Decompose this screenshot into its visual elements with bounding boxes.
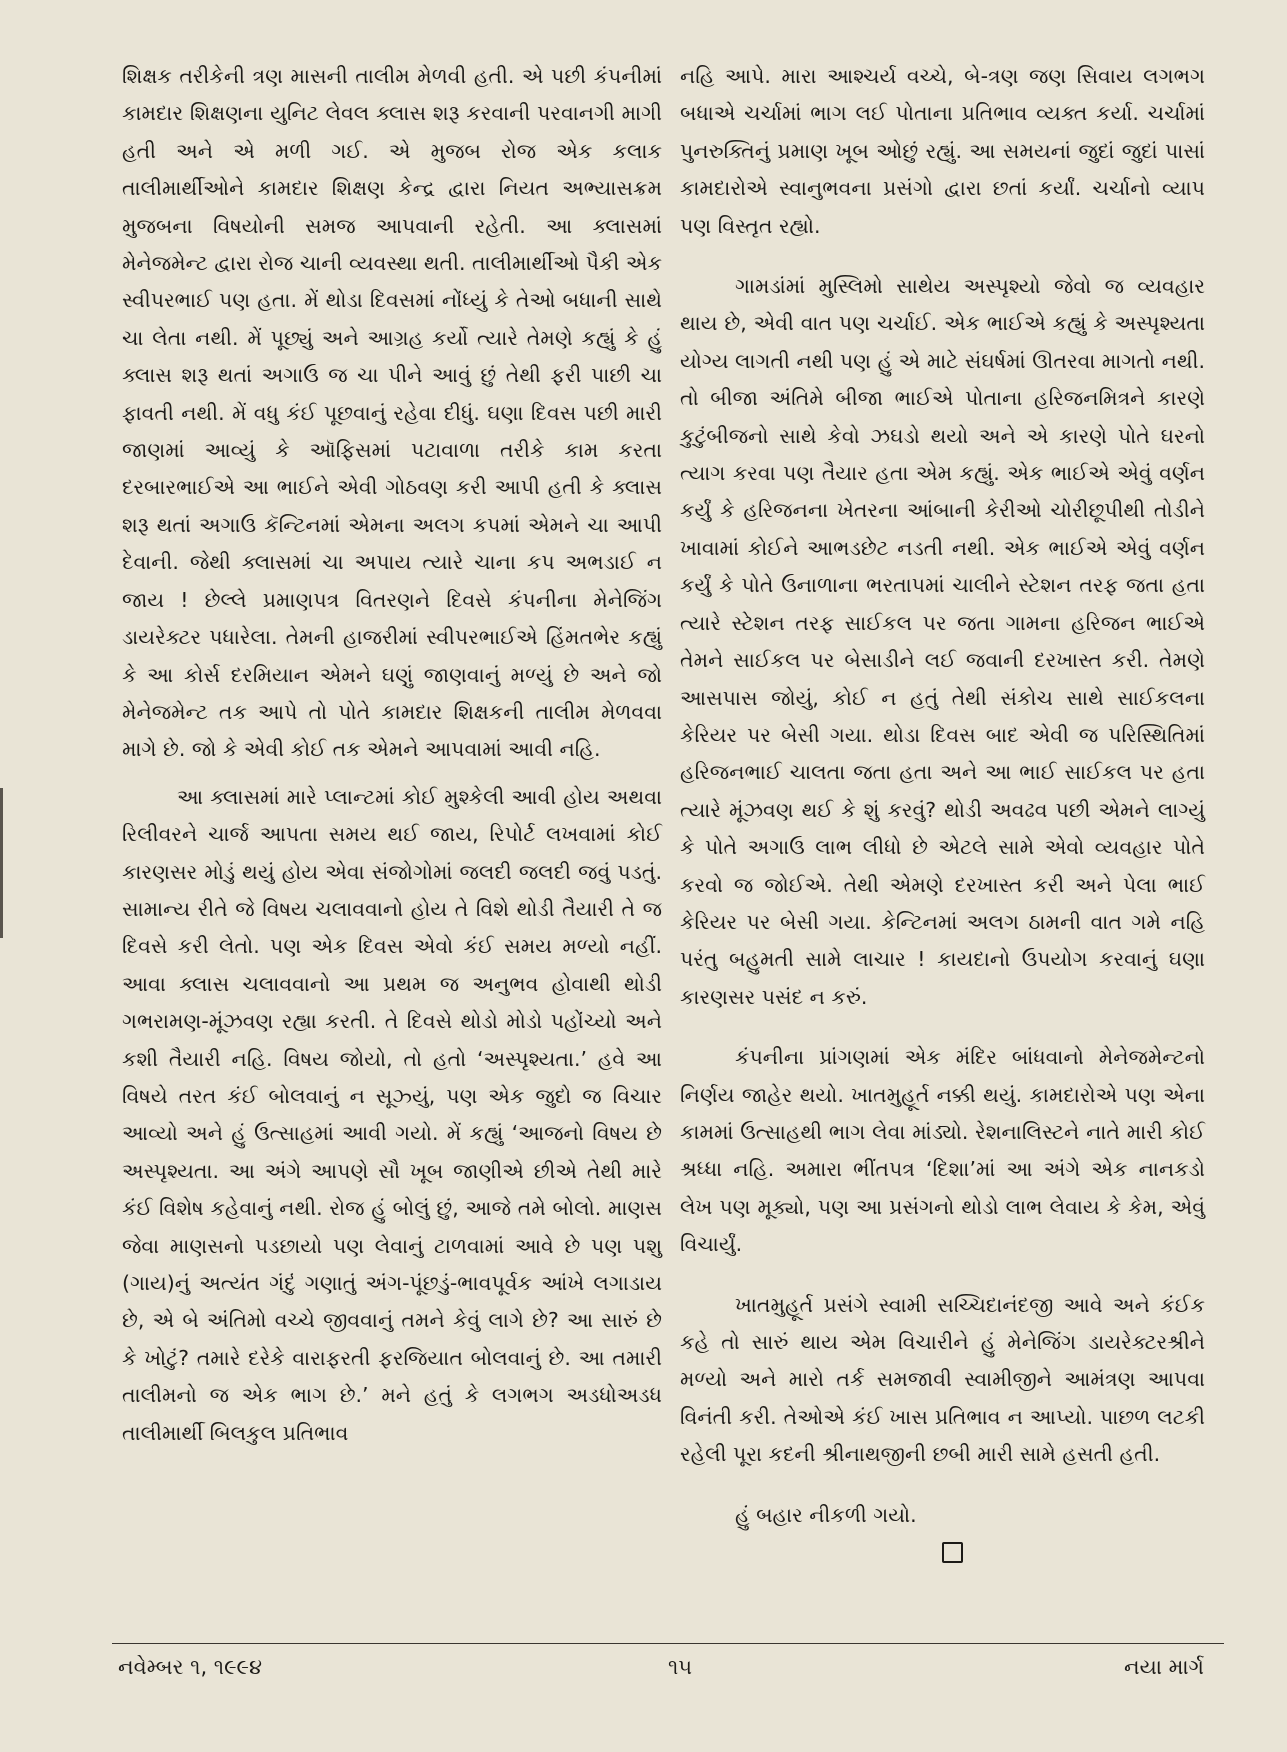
paragraph: નહિ આપે. મારા આશ્ચર્ય વચ્ચે, બે-ત્રણ જણ સિવાય લગભગ બધાએ ચર્ચામાં ભાગ લઈ પોતાના પ્રતિભાવ વ્યક્ત કર્યા. ચર્ચામાં પુનરુક્તિનું પ્રમાણ ખૂબ ઓછું રહ્યું. આ સમયનાં જુદાં જુદાં પાસાં કામદારોએ સ્વાનુભવના પ્રસંગો દ્વારા છતાં કર્યાં. ચર્ચાનો વ્યાપ પણ વિસ્તૃત રહ્યો. bbox=[680, 64, 1205, 238]
paragraph: શિક્ષક તરીકેની ત્રણ માસની તાલીમ મેળવી હતી. એ પછી કંપનીમાં કામદાર શિક્ષણના યુનિટ લેવલ ક્લાસ શરૂ કરવાની પરવાનગી માગી હતી અને એ મળી ગઈ. એ મુજબ રોજ એક કલાક તાલીમાર્થીઓને કામદાર શિક્ષણ કેન્દ્ર દ્વારા નિયત અભ્યાસક્રમ મુજબના વિષયોની સમજ આપવાની રહેતી. આ ક્લાસમાં મેનેજમેન્ટ દ્વારા રોજ ચાની વ્યવસ્થા થતી. તાલીમાર્થીઓ પૈકી એક સ્વીપરભાઈ પણ હતા. મેં થોડા દિવસમાં નોંધ્યું કે તેઓ બધાની સાથે ચા લેતા નથી. મેં પૂછ્યું અને આગ્રહ કર્યો ત્યારે તેમણે કહ્યું કે હું ક્લાસ શરૂ થતાં અગાઉ જ ચા પીને આવું છું તેથી ફરી પાછી ચા ફાવતી નથી. મેં વધુ કંઈ પૂછવાનું રહેવા દીધું. ઘણા દિવસ પછી મારી જાણમાં આવ્યું કે ઑફિસમાં પટાવાળા તરીકે કામ કરતા દરબારભાઈએ આ ભાઈને એવી ગોઠવણ કરી આપી હતી કે ક્લાસ શરૂ થતાં અગાઉ કૅન્ટિનમાં એમના અલગ કપમાં એમને ચા આપી દેવાની. જેથી ક્લાસમાં ચા અપાય ત્યારે ચાના કપ અભડાઈ ન જાય ! છેલ્લે પ્રમાણપત્ર વિતરણને દિવસે કંપનીના મેનેજિંગ ડાયરેક્ટર પધારેલા. તેમની હાજરીમાં સ્વીપરભાઈએ હિંમતભેર કહ્યું કે આ કોર્સ દરમિયાન એમને ઘણું જાણવાનું મળ્યું છે અને જો મેનેજમેન્ટ તક આપે તો પોતે કામદાર શિક્ષકની તાલીમ મેળવવા માગે છે. જો કે એવી કોઈ તક એમને આપવામાં આવી નહિ. bbox=[122, 64, 662, 762]
paragraph-gap bbox=[680, 1016, 1205, 1039]
publication-name: નયા માર્ગ bbox=[1124, 1655, 1204, 1679]
right-column bbox=[680, 58, 1205, 1563]
paragraph: કંપનીના પ્રાંગણમાં એક મંદિર બાંધવાનો મેનેજમેન્ટનો નિર્ણય જાહેર થયો. ખાતમુહૂર્ત નક્કી થયું. કામદારોએ પણ એના કામમાં ઉત્સાહથી ભાગ લેવા માંડ્યો. રેશનાલિસ્ટને નાતે મારી કોઈ શ્રધ્ધા નહિ. અમારા ભીંતપત્ર ‘દિશા’માં આ અંગે એક નાનકડો લેખ પણ મૂક્યો, પણ આ પ્રસંગનો થોડો લાભ લેવાય કે કેમ, એવું વિચાર્યું. bbox=[680, 1045, 1205, 1257]
paragraph-gap bbox=[680, 245, 1205, 268]
paragraph-gap bbox=[680, 1474, 1205, 1497]
page-number: ૧૫ bbox=[668, 1655, 693, 1679]
closing-line: હું બહાર નીકળી ગયો. bbox=[735, 1502, 917, 1527]
paragraph-gap bbox=[680, 1264, 1205, 1287]
footer-rule bbox=[112, 1643, 1224, 1644]
paragraph: આ ક્લાસમાં મારે પ્લાન્ટમાં કોઈ મુશ્કેલી આવી હોય અથવા રિલીવરને ચાર્જ આપતા સમય થઈ જાય, રિપોર્ટ લખવામાં કોઈ કારણસર મોડું થયું હોય એવા સંજોગોમાં જલદી જલદી જવું પડતું. સામાન્ય રીતે જે વિષય ચલાવવાનો હોય તે વિશે થોડી તૈયારી તે જ દિવસે કરી લેતો. પણ એક દિવસ એવો કંઈ સમય મળ્યો નહીં. આવા ક્લાસ ચલાવવાનો આ પ્રથમ જ અનુભવ હોવાથી થોડી ગભરામણ-મૂંઝવણ રહ્યા કરતી. તે દિવસે થોડો મોડો પહોંચ્યો અને કશી તૈયારી નહિ. વિષય જોયો, તો હતો ‘અસ્પૃશ્યતા.’ હવે આ વિષયે તરત કંઈ બોલવાનું ન સૂઝ્યું, પણ એક જુદો જ વિચાર આવ્યો અને હું ઉત્સાહમાં આવી ગયો. મેં કહ્યું ‘આજનો વિષય છે અસ્પૃશ્યતા. આ અંગે આપણે સૌ ખૂબ જાણીએ છીએ તેથી મારે કંઈ વિશેષ કહેવાનું નથી. રોજ હું બોલું છું, આજે તમે બોલો. માણસ જેવા માણસનો પડછાયો પણ લેવાનું ટાળવામાં આવે છે પણ પશુ (ગાય)નું અત્યંત ગંદું ગણાતું અંગ-પૂંછડું-ભાવપૂર્વક આંખે લગાડાય છે, એ બે અંતિમો વચ્ચે જીવવાનું તમને કેવું લાગે છે? આ સારું છે કે ખોટું? તમારે દરેકે વારાફરતી ફરજિયાત બોલવાનું છે. આ તમારી તાલીમનો જ એક ભાગ છે.’ મને હતું કે લગભગ અડધોઅડધ તાલીમાર્થી બિલકુલ પ્રતિભાવ bbox=[122, 784, 662, 1445]
left-column bbox=[122, 58, 662, 1452]
end-of-article-box-icon bbox=[942, 1542, 963, 1563]
scan-edge-mark bbox=[0, 788, 3, 938]
footer-date: નવેમ્બર ૧, ૧૯૯૪ bbox=[118, 1655, 262, 1679]
paragraph: ગામડાંમાં મુસ્લિમો સાથેય અસ્પૃશ્યો જેવો જ વ્યવહાર થાય છે, એવી વાત પણ ચર્ચાઈ. એક ભાઈએ કહ્યું કે અસ્પૃશ્યતા યોગ્ય લાગતી નથી પણ હું એ માટે સંઘર્ષમાં ઊતરવા માગતો નથી. તો બીજા અંતિમે બીજા ભાઈએ પોતાના હરિજનમિત્રને કારણે કુટુંબીજનો સાથે કેવો ઝઘડો થયો અને એ કારણે પોતે ઘરનો ત્યાગ કરવા પણ તૈયાર હતા એમ કહ્યું. એક ભાઈએ એવું વર્ણન કર્યું કે હરિજનના ખેતરના આંબાની કેરીઓ ચોરીછૂપીથી તોડીને ખાવામાં કોઈને આભડછેટ નડતી નથી. એક ભાઈએ એવું વર્ણન કર્યું કે પોતે ઉનાળાના ભરતાપમાં ચાલીને સ્ટેશન તરફ જતા હતા ત્યારે સ્ટેશન તરફ સાઈકલ પર જતા ગામના હરિજન ભાઈએ તેમને સાઈકલ પર બેસાડીને લઈ જવાની દરખાસ્ત કરી. તેમણે આસપાસ જોયું, કોઈ ન હતું તેથી સંકોચ સાથે સાઈકલના કેરિયર પર બેસી ગયા. થોડા દિવસ બાદ એવી જ પરિસ્થિતિમાં હરિજનભાઈ ચાલતા જતા હતા અને આ ભાઈ સાઈકલ પર હતા ત્યારે મૂંઝવણ થઈ કે શું કરવું? થોડી અવઢવ પછી એમને લાગ્યું કે પોતે અગાઉ લાભ લીધો છે એટલે સામે એવો વ્યવહાર પોતે કરવો જ જોઈએ. તેથી એમણે દરખાસ્ત કરી અને પેલા ભાઈ કેરિયર પર બેસી ગયા. કેન્ટિનમાં અલગ ઠામની વાત ગમે નહિ પરંતુ બહુમતી સામે લાચાર ! કાયદાનો ઉપયોગ કરવાનું ઘણા કારણસર પસંદ ન કરું. bbox=[680, 274, 1205, 1009]
paragraph: ખાતમુહૂર્ત પ્રસંગે સ્વામી સચ્ચિદાનંદજી આવે અને કંઈક કહે તો સારું થાય એમ વિચારીને હું મેનેજિંગ ડાયરેક્ટરશ્રીને મળ્યો અને મારો તર્ક સમજાવી સ્વામીજીને આમંત્રણ આપવા વિનંતી કરી. તેઓએ કંઈ ખાસ પ્રતિભાવ ન આપ્યો. પાછળ લટકી રહેલી પૂરા કદની શ્રીનાથજીની છબી મારી સામે હસતી હતી. bbox=[680, 1292, 1205, 1467]
